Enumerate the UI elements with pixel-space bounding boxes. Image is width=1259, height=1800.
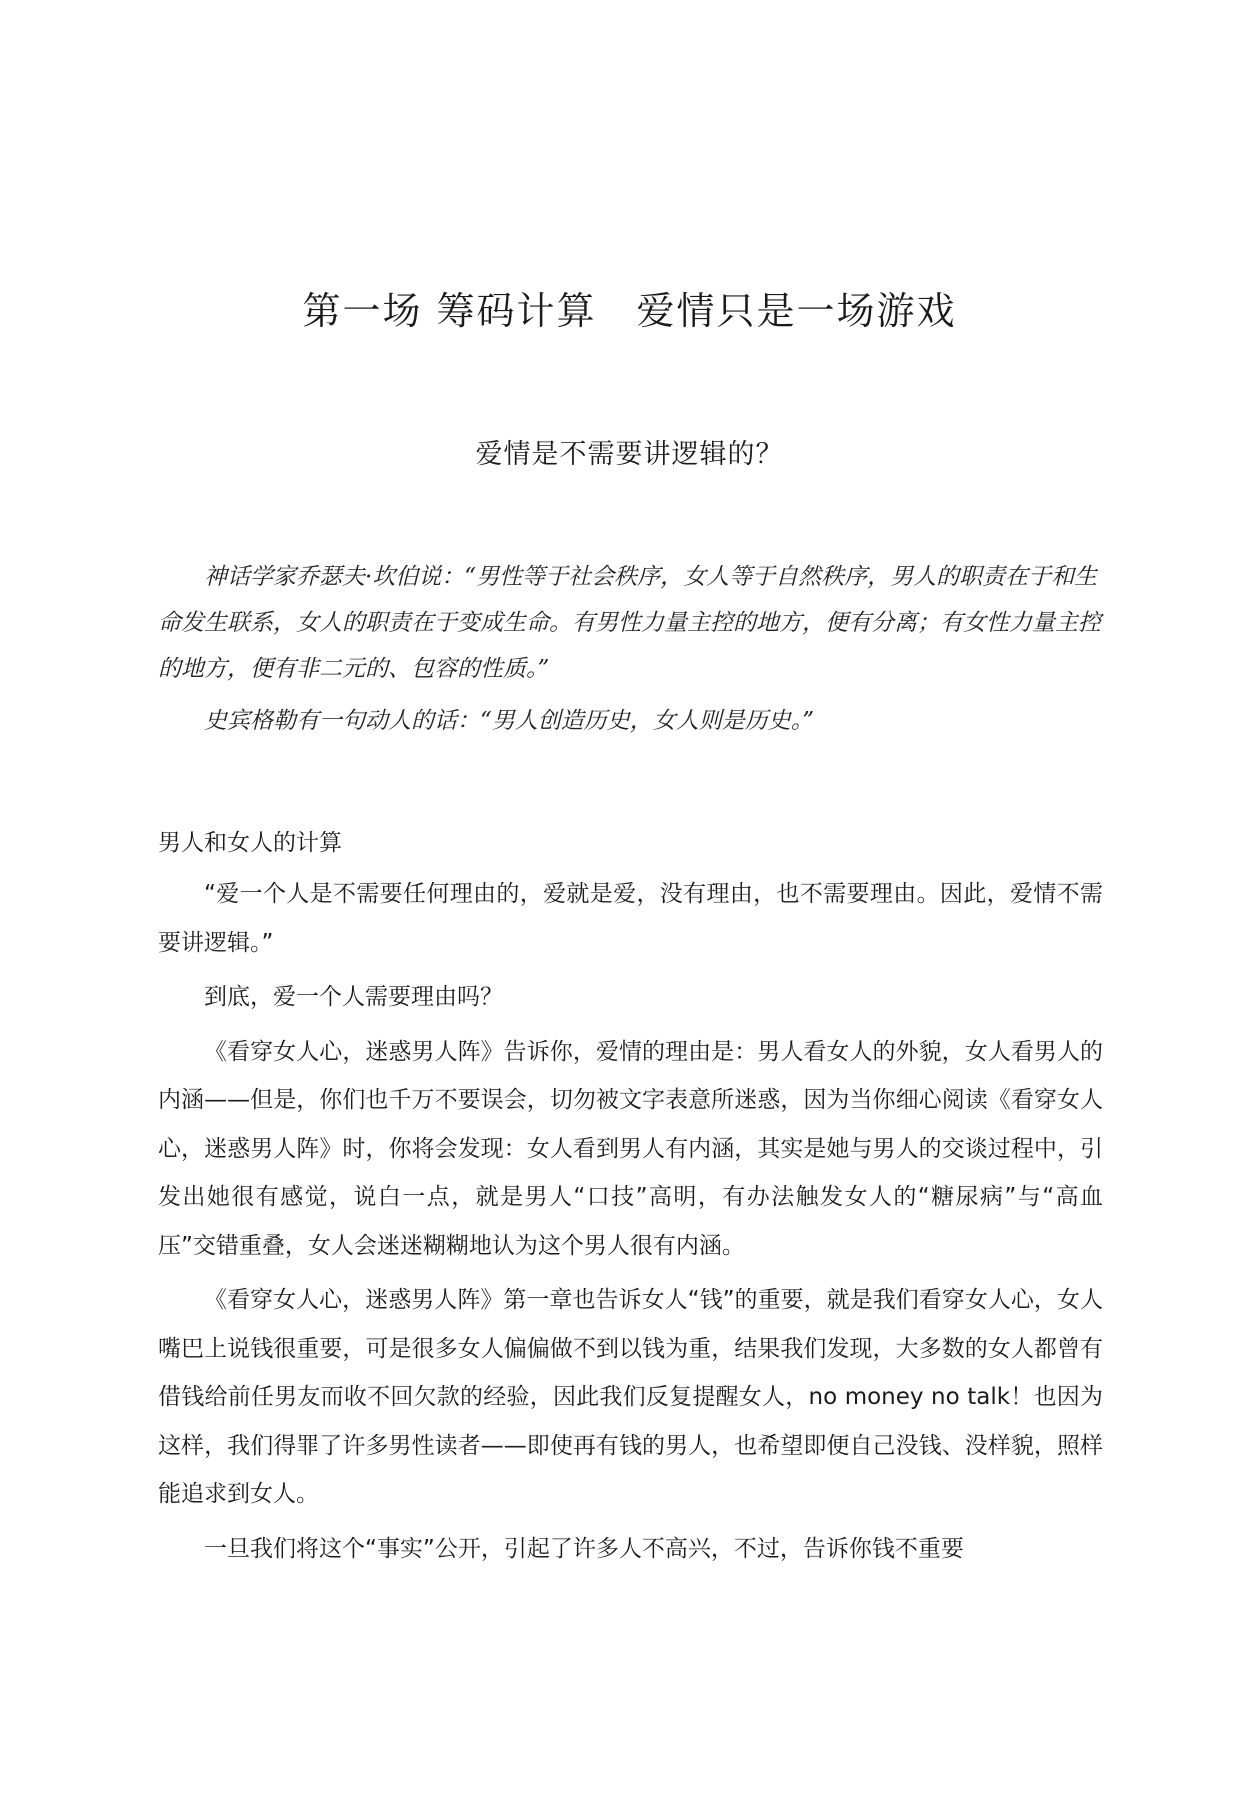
paragraph: 一旦我们将这个“事实”公开，引起了许多人不高兴，不过，告诉你钱不重要 bbox=[204, 1535, 964, 1562]
body-text bbox=[158, 870, 1103, 1579]
epigraph bbox=[158, 554, 1103, 750]
paragraph: “爱一个人是不需要任何理由的，爱就是爱，没有理由，也不需要理由。因此，爱情不需要讲逻辑。” bbox=[158, 881, 1103, 956]
section-title: 爱情是不需要讲逻辑的？ bbox=[475, 439, 784, 470]
paragraph: 《看穿女人心，迷惑男人阵》第一章也告诉女人“钱”的重要，就是我们看穿女人心，女人嘴巴上说钱很重要，可是很多女人偏偏做不到以钱为重，结果我们发现，大多数的女人都曾有借钱给前任男友而收不回欠款的经验，因此我们反复提醒女人，no money no talk！也因为这样，我们得罪了许多男性读者——即使再有钱的男人，也希望即便自己没钱、没样貌，照样能追求到女人。 bbox=[158, 1287, 1103, 1507]
epigraph-quote-spengler: 史宾格勒有一句动人的话：“男人创造历史，女人则是历史。” bbox=[204, 708, 815, 734]
epigraph-quote-campbell: 神话学家乔瑟夫·坎伯说：“男性等于社会秩序，女人等于自然秩序，男人的职责在于和生命发生联系，女人的职责在于变成生命。有男性力量主控的地方，便有分离；有女性力量主控的地方，便有非二元的、包容的性质。” bbox=[158, 564, 1101, 682]
paragraph: 《看穿女人心，迷惑男人阵》告诉你，爱情的理由是：男人看女人的外貌，女人看男人的内涵——但是，你们也千万不要误会，切勿被文字表意所迷惑，因为当你细心阅读《看穿女人心，迷惑男人阵》时，你将会发现：女人看到男人有内涵，其实是她与男人的交谈过程中，引发出她很有感觉，说白一点，就是男人“口技”高明，有办法触发女人的“糖尿病”与“高血压”交错重叠，女人会迷迷糊糊地认为这个男人很有内涵。 bbox=[158, 1038, 1103, 1259]
chapter-title: 第一场 筹码计算 爱情只是一场游戏 bbox=[302, 289, 957, 333]
paragraph: 到底，爱一个人需要理由吗？ bbox=[204, 984, 503, 1010]
subheading: 男人和女人的计算 bbox=[158, 830, 342, 856]
